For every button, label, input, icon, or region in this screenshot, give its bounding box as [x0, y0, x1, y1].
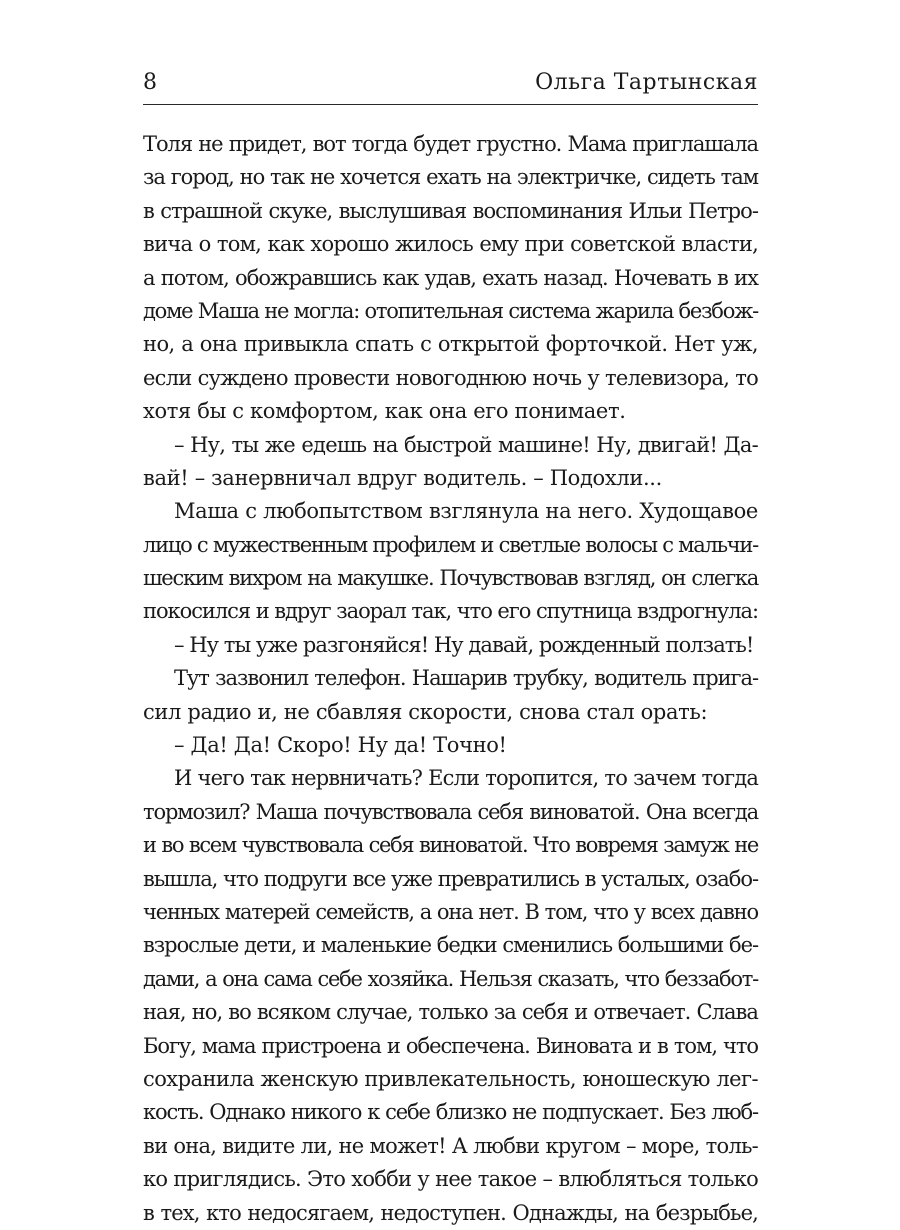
text-line: сохранила женскую привлекательность, юношескую лег-: [143, 1066, 758, 1091]
running-title: Ольга Тартынская: [535, 70, 758, 95]
text-line: тормозил? Маша почувствовала себя виноватой. Она всегда: [143, 799, 758, 824]
text-line: Богу, мама пристроена и обеспечена. Виновата и в том, что: [143, 1033, 758, 1058]
page-header: [143, 66, 758, 100]
text-line: сил радио и, не сбавляя скорости, снова стал орать:: [143, 699, 708, 724]
text-line: ви она, видите ли, не может! А любви кругом – море, толь-: [143, 1133, 758, 1158]
text-line: за город, но так не хочется ехать на электричке, сидеть там: [143, 165, 758, 190]
text-line: – Ну ты уже разгоняйся! Ну давай, рожденный ползать!: [174, 632, 754, 657]
text-line: и во всем чувствовала себя виноватой. Что вовремя замуж не: [143, 833, 758, 858]
text-line: Толя не придет, вот тогда будет грустно. Мама приглашала: [143, 132, 758, 156]
text-line: в страшной скуке, выслушивая воспоминания Ильи Петро-: [143, 198, 758, 223]
text-line: хотя бы с комфортом, как она его понимает.: [143, 399, 626, 424]
text-line: ко приглядись. Это хобби у нее такое – влюбляться только: [143, 1167, 758, 1192]
body-text: [143, 128, 758, 1230]
text-line: взрослые дети, и маленькие бедки сменились большими бе-: [143, 933, 758, 958]
header-rule: [143, 104, 758, 105]
page-number: 8: [143, 70, 157, 95]
text-line: но, а она привыкла спать с открытой форточкой. Нет уж,: [143, 332, 758, 357]
text-line: – Да! Да! Скоро! Ну да! Точно!: [174, 733, 507, 758]
text-line: шеским вихром на макушке. Почувствовав взгляд, он слегка: [143, 566, 758, 591]
text-line: доме Маша не могла: отопительная система жарила безбож-: [143, 298, 758, 323]
text-line: покосился и вдруг заорал так, что его спутница вздрогнула:: [143, 599, 758, 624]
text-line: Тут зазвонил телефон. Нашарив трубку, водитель прига-: [174, 666, 758, 691]
text-line: кость. Однако никого к себе близко не подпускает. Без люб-: [143, 1100, 758, 1125]
text-line: Маша с любопытством взглянула на него. Худощавое: [174, 499, 758, 524]
text-line: дами, а она сама себе хозяйка. Нельзя сказать, что беззабот-: [143, 966, 758, 991]
text-line: вышла, что подруги все уже превратились в усталых, озабо-: [143, 866, 758, 891]
text-line: И чего так нервничать? Если торопится, то зачем тогда: [174, 766, 758, 791]
text-line: – Ну, ты же едешь на быстрой машине! Ну, двигай! Да-: [174, 432, 758, 457]
text-line: а потом, обожравшись как удав, ехать назад. Ночевать в их: [143, 265, 758, 290]
text-line: ная, но, во всяком случае, только за себя и отвечает. Слава: [143, 1000, 758, 1025]
text-line: вича о том, как хорошо жилось ему при советской власти,: [143, 232, 758, 257]
text-line: ченных матерей семейств, а она нет. В том, что у всех давно: [143, 899, 758, 924]
text-line: в тех, кто недосягаем, недоступен. Однажды, на безрыбье,: [143, 1200, 758, 1225]
text-line: вай! – занервничал вдруг водитель. – Подохли...: [143, 465, 662, 490]
text-line: лицо с мужественным профилем и светлые волосы с мальчи-: [143, 532, 759, 557]
text-line: если суждено провести новогоднюю ночь у телевизора, то: [143, 365, 758, 390]
